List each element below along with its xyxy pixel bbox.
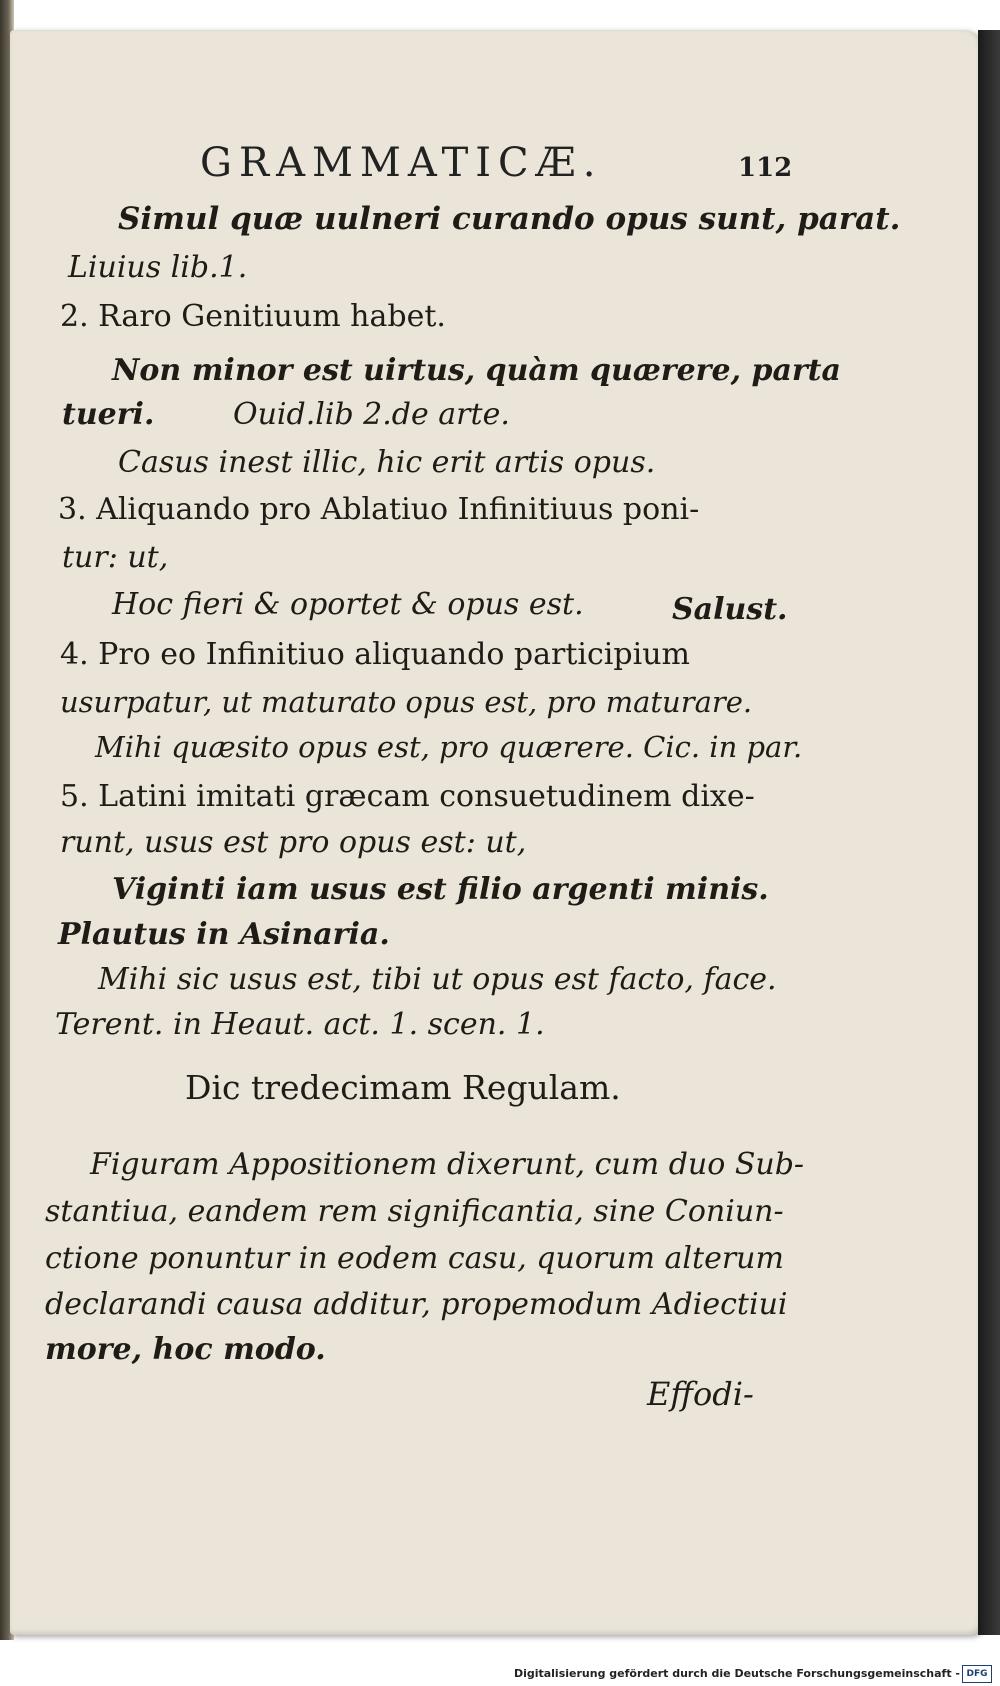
section-heading: Dic tredecimam Regulam. xyxy=(185,1068,621,1107)
running-head: GRAMMATICÆ. xyxy=(200,140,603,186)
text-line: Hoc fieri & oportet & opus est. xyxy=(112,587,584,622)
paragraph-line: declarandi causa additur, propemodum Adiectiui xyxy=(45,1287,788,1322)
text-line: Non minor est uirtus, quàm quærere, parta xyxy=(112,353,841,388)
paragraph-line: more, hoc modo. xyxy=(45,1332,326,1367)
text-line: Mihi sic usus est, tibi ut opus est facto, face. xyxy=(98,962,777,997)
dfg-logo-icon: DFG xyxy=(962,1665,992,1683)
text-line: Salust. xyxy=(672,592,788,627)
catchword: Effodi- xyxy=(647,1375,754,1413)
text-line: 2. Raro Genitiuum habet. xyxy=(60,299,446,334)
text-line: Terent. in Heaut. act. 1. scen. 1. xyxy=(55,1007,545,1042)
page-number: 112 xyxy=(738,153,793,183)
text-line: Casus inest illic, hic erit artis opus. xyxy=(118,445,656,480)
text-line: Ouid.lib 2.de arte. xyxy=(233,397,510,432)
text-line: Liuius lib.1. xyxy=(68,250,248,285)
text-line: Simul quæ uulneri curando opus sunt, parat. xyxy=(118,201,901,237)
paragraph-line: Figuram Appositionem dixerunt, cum duo Sub- xyxy=(90,1147,805,1182)
page-edge xyxy=(978,30,1000,1635)
text-line: runt, usus est pro opus est: ut, xyxy=(60,825,527,860)
text-line: Mihi quæsito opus est, pro quærere. Cic. in par. xyxy=(95,730,803,764)
text-line: tur: ut, xyxy=(62,540,169,575)
text-line: 5. Latini imitati græcam consuetudinem dixe- xyxy=(60,779,755,814)
text-line: Viginti iam usus est filio argenti minis. xyxy=(112,872,769,907)
text-line: tueri. xyxy=(62,397,155,432)
text-line: usurpatur, ut maturato opus est, pro maturare. xyxy=(60,685,753,719)
paragraph-line: stantiua, eandem rem significantia, sine Coniun- xyxy=(45,1194,784,1229)
paragraph-line: ctione ponuntur in eodem casu, quorum alterum xyxy=(45,1241,784,1276)
text-line: Plautus in Asinaria. xyxy=(58,917,390,952)
digitization-credit: Digitalisierung gefördert durch die Deutsche Forschungsgemeinschaft - xyxy=(513,1667,960,1680)
text-line: 3. Aliquando pro Ablatiuo Infinitiuus poni- xyxy=(58,492,700,527)
text-line: 4. Pro eo Infinitiuo aliquando participium xyxy=(60,637,690,672)
